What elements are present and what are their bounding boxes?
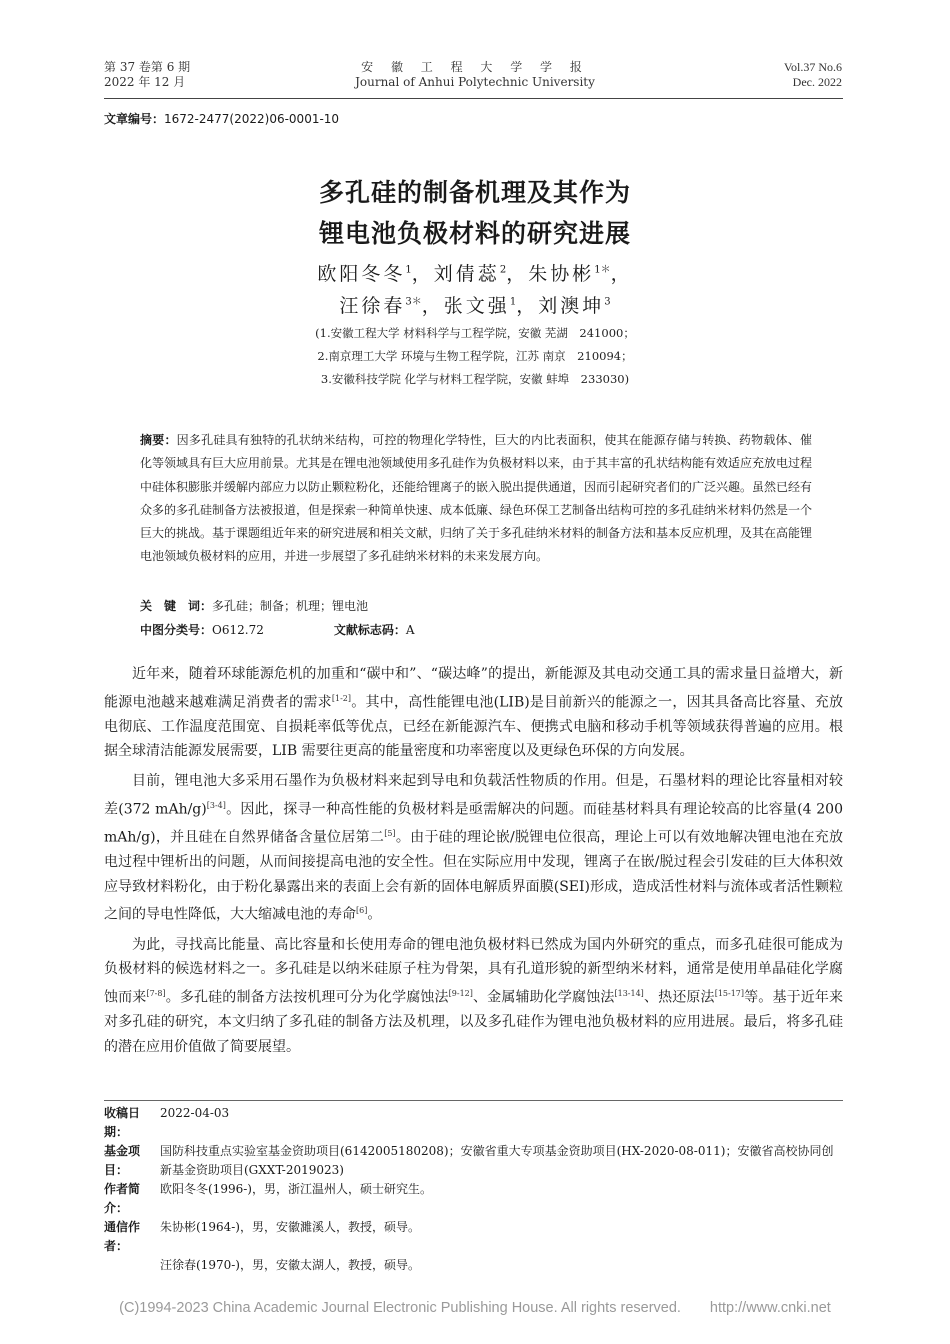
publication-date: 2022 年 12 月 bbox=[104, 75, 186, 89]
corresponding-author-2: 汪徐春(1970-)，男，安徽太湖人，教授，硕导。 bbox=[160, 1258, 420, 1272]
keywords: 关 键 词：多孔硅；制备；机理；锂电池 bbox=[140, 599, 369, 613]
article-number: 文章编号：1672-2477(2022)06-0001-10 bbox=[104, 112, 340, 126]
footnotes bbox=[104, 1104, 843, 1275]
citation: [9-12] bbox=[448, 988, 473, 998]
classification: 中图分类号：O612.72 文献标志码：A bbox=[140, 623, 415, 637]
copyright-line: (C)1994-2023 China Academic Journal Electronic Publishing House. All rights reserved. http://www.cnki.net bbox=[119, 1300, 831, 1316]
affiliation-2: 2.南京理工大学 环境与生物工程学院，江苏 南京 210094； bbox=[317, 349, 633, 363]
paragraph: 近年来，随着环球能源危机的加重和“碳中和”、“碳达峰”的提出，新能源及其电动交通工具的需求量日益增大，新能源电池越来越难满足消费者的需求[1-2]。其中，高性能锂电池(LIB)是目前新兴的能源之一，因其具备高比容量、充放电彻底、工作温度范围宽、自损耗率低等优点，已经在新能源汽车、便携式电脑和移动手机等领域获得普遍的应用。根据全球清洁能源发展需要，LIB 需要往更高的能量密度和功率密度以及更绿色环保的方向发展。 bbox=[104, 666, 844, 760]
journal-name-cn: 安 徽 工 程 大 学 学 报 bbox=[361, 60, 589, 74]
citation: [13-14] bbox=[614, 988, 644, 998]
citation: [15-17] bbox=[714, 988, 745, 998]
volume-issue: 第 37 卷第 6 期 bbox=[104, 60, 191, 74]
author-name: 刘澳坤 bbox=[538, 295, 605, 317]
affiliation-1: (1.安徽工程大学 材料科学与工程学院，安徽 芜湖 241000； bbox=[315, 326, 635, 340]
paragraph: 为此，寻找高比能量、高比容量和长使用寿命的锂电池负极材料已然成为国内外研究的重点，而多孔硅很可能成为负极材料的候选材料之一。多孔硅是以纳米硅原子柱为骨架，具有孔道形貌的新型纳米材料，通常是使用单晶硅化学腐蚀而来[7-8]。多孔硅的制备方法按机理可分为化学腐蚀法[9-12]、金属辅助化学腐蚀法[13-14]、热还原法[15-17]等。基于近年来对多孔硅的研究，本文归纳了多孔硅的制备方法及机理，以及多孔硅作为锂电池负极材料的应用进展。最后，将多孔硅的潜在应用价值做了简要展望。 bbox=[104, 936, 844, 1055]
received-date: 收稿日期： 2022-04-03 bbox=[104, 1106, 230, 1139]
volume-issue-en: Vol.37 No.6 bbox=[783, 60, 842, 74]
paper-title-line-1: 多孔硅的制备机理及其作为 bbox=[318, 178, 631, 207]
citation: [6] bbox=[356, 906, 368, 916]
abstract-text: 因多孔硅具有独特的孔状纳米结构，可控的物理化学特性，巨大的内比表面积，使其在能源存储与转换、药物载体、催化等领域具有巨大应用前景。尤其是在锂电池领域使用多孔硅作为负极材料以来，由于其丰富的孔状结构能有效适应充放电过程中硅体积膨胀并缓解内部应力以防止颗粒粉化，还能给锂离子的嵌入脱出提供通道，因而引起研究者们的广泛兴趣。虽然已经有众多的多孔硅制备方法被报道，但是探索一种简单快速、成本低廉、绿色环保工艺制备出结构可控的多孔硅纳米材料仍然是一个巨大的挑战。基于课题组近年来的研究进展和相关文献，归纳了关于多孔硅纳米材料的制备方法和基本反应机理，及其在高能锂电池领域负极材料的应用，并进一步展望了多孔硅纳米材料的未来发展方向。 bbox=[140, 433, 813, 564]
paragraph: 目前，锂电池大多采用石墨作为负极材料来起到导电和负载活性物质的作用。但是，石墨材料的理论比容量相对较差(372 mAh/g)[3-4]。因此，探寻一种高性能的负极材料是亟需解决的问题。而硅基材料具有理论较高的比容量(4 200 mAh/g)，并且硅在自然界储备含量位居第二[5]。由于硅的理论嵌/脱锂电位很高，理论上可以有效地解决锂电池在充放电过程中锂析出的问题，从而间接提高电池的安全性。但在实际应用中发现，锂离子在嵌/脱过程会引发硅的巨大体积效应导致材料粉化，由于粉化暴露出来的表面上会有新的固体电解质界面膜(SEI)形成，造成活性材料与流体或者活性颗粒之间的导电性降低，大大缩减电池的寿命[6]。 bbox=[104, 773, 844, 923]
author-name: 汪徐春 bbox=[339, 295, 406, 317]
abstract-label: 摘要： bbox=[140, 433, 177, 447]
citation: [3-4] bbox=[206, 800, 226, 810]
author-name: 刘倩蕊 bbox=[433, 263, 500, 285]
author-bio: 作者简介： 欧阳冬冬(1996-)，男，浙江温州人，硕士研究生。 bbox=[104, 1182, 432, 1215]
author-name: 张文强 bbox=[443, 295, 510, 317]
abstract bbox=[140, 429, 812, 569]
author-name: 欧阳冬冬 bbox=[317, 263, 406, 285]
journal-name-en: Journal of Anhui Polytechnic University bbox=[355, 75, 595, 89]
author-list-line-2: 汪徐春$^{3*}$，张文强$^1$，刘澳坤$^3$ bbox=[339, 295, 611, 317]
author-name: 朱协彬 bbox=[528, 263, 595, 285]
author-list-line-1: 欧阳冬冬$^1$，刘倩蕊$^2$，朱协彬$^{1*}$， bbox=[317, 263, 633, 285]
fund-info: 基金项目： 国防科技重点实验室基金资助项目(6142005180208)；安徽省重大专项基金资助项目(HX-2020-08-011)；安徽省高校协同创新基金资助项目(GXXT-2019023) bbox=[104, 1144, 834, 1177]
paper-title-line-2: 锂电池负极材料的研究进展 bbox=[318, 219, 631, 248]
citation: [1-2] bbox=[331, 693, 351, 703]
citation: [5] bbox=[384, 828, 396, 838]
publication-date-en: Dec. 2022 bbox=[792, 75, 842, 89]
affiliations bbox=[0, 322, 950, 391]
corresponding-author: 通信作者： 朱协彬(1964-)，男，安徽濉溪人，教授，硕导。 bbox=[104, 1220, 420, 1253]
body-text bbox=[104, 662, 843, 1059]
journal-volume-issue-en bbox=[784, 60, 842, 90]
footnote-rule bbox=[104, 1100, 843, 1101]
header-rule bbox=[104, 98, 843, 99]
affiliation-3: 3.安徽科技学院 化学与材料工程学院，安徽 蚌埠 233030) bbox=[320, 372, 630, 386]
citation: [7-8] bbox=[146, 988, 166, 998]
